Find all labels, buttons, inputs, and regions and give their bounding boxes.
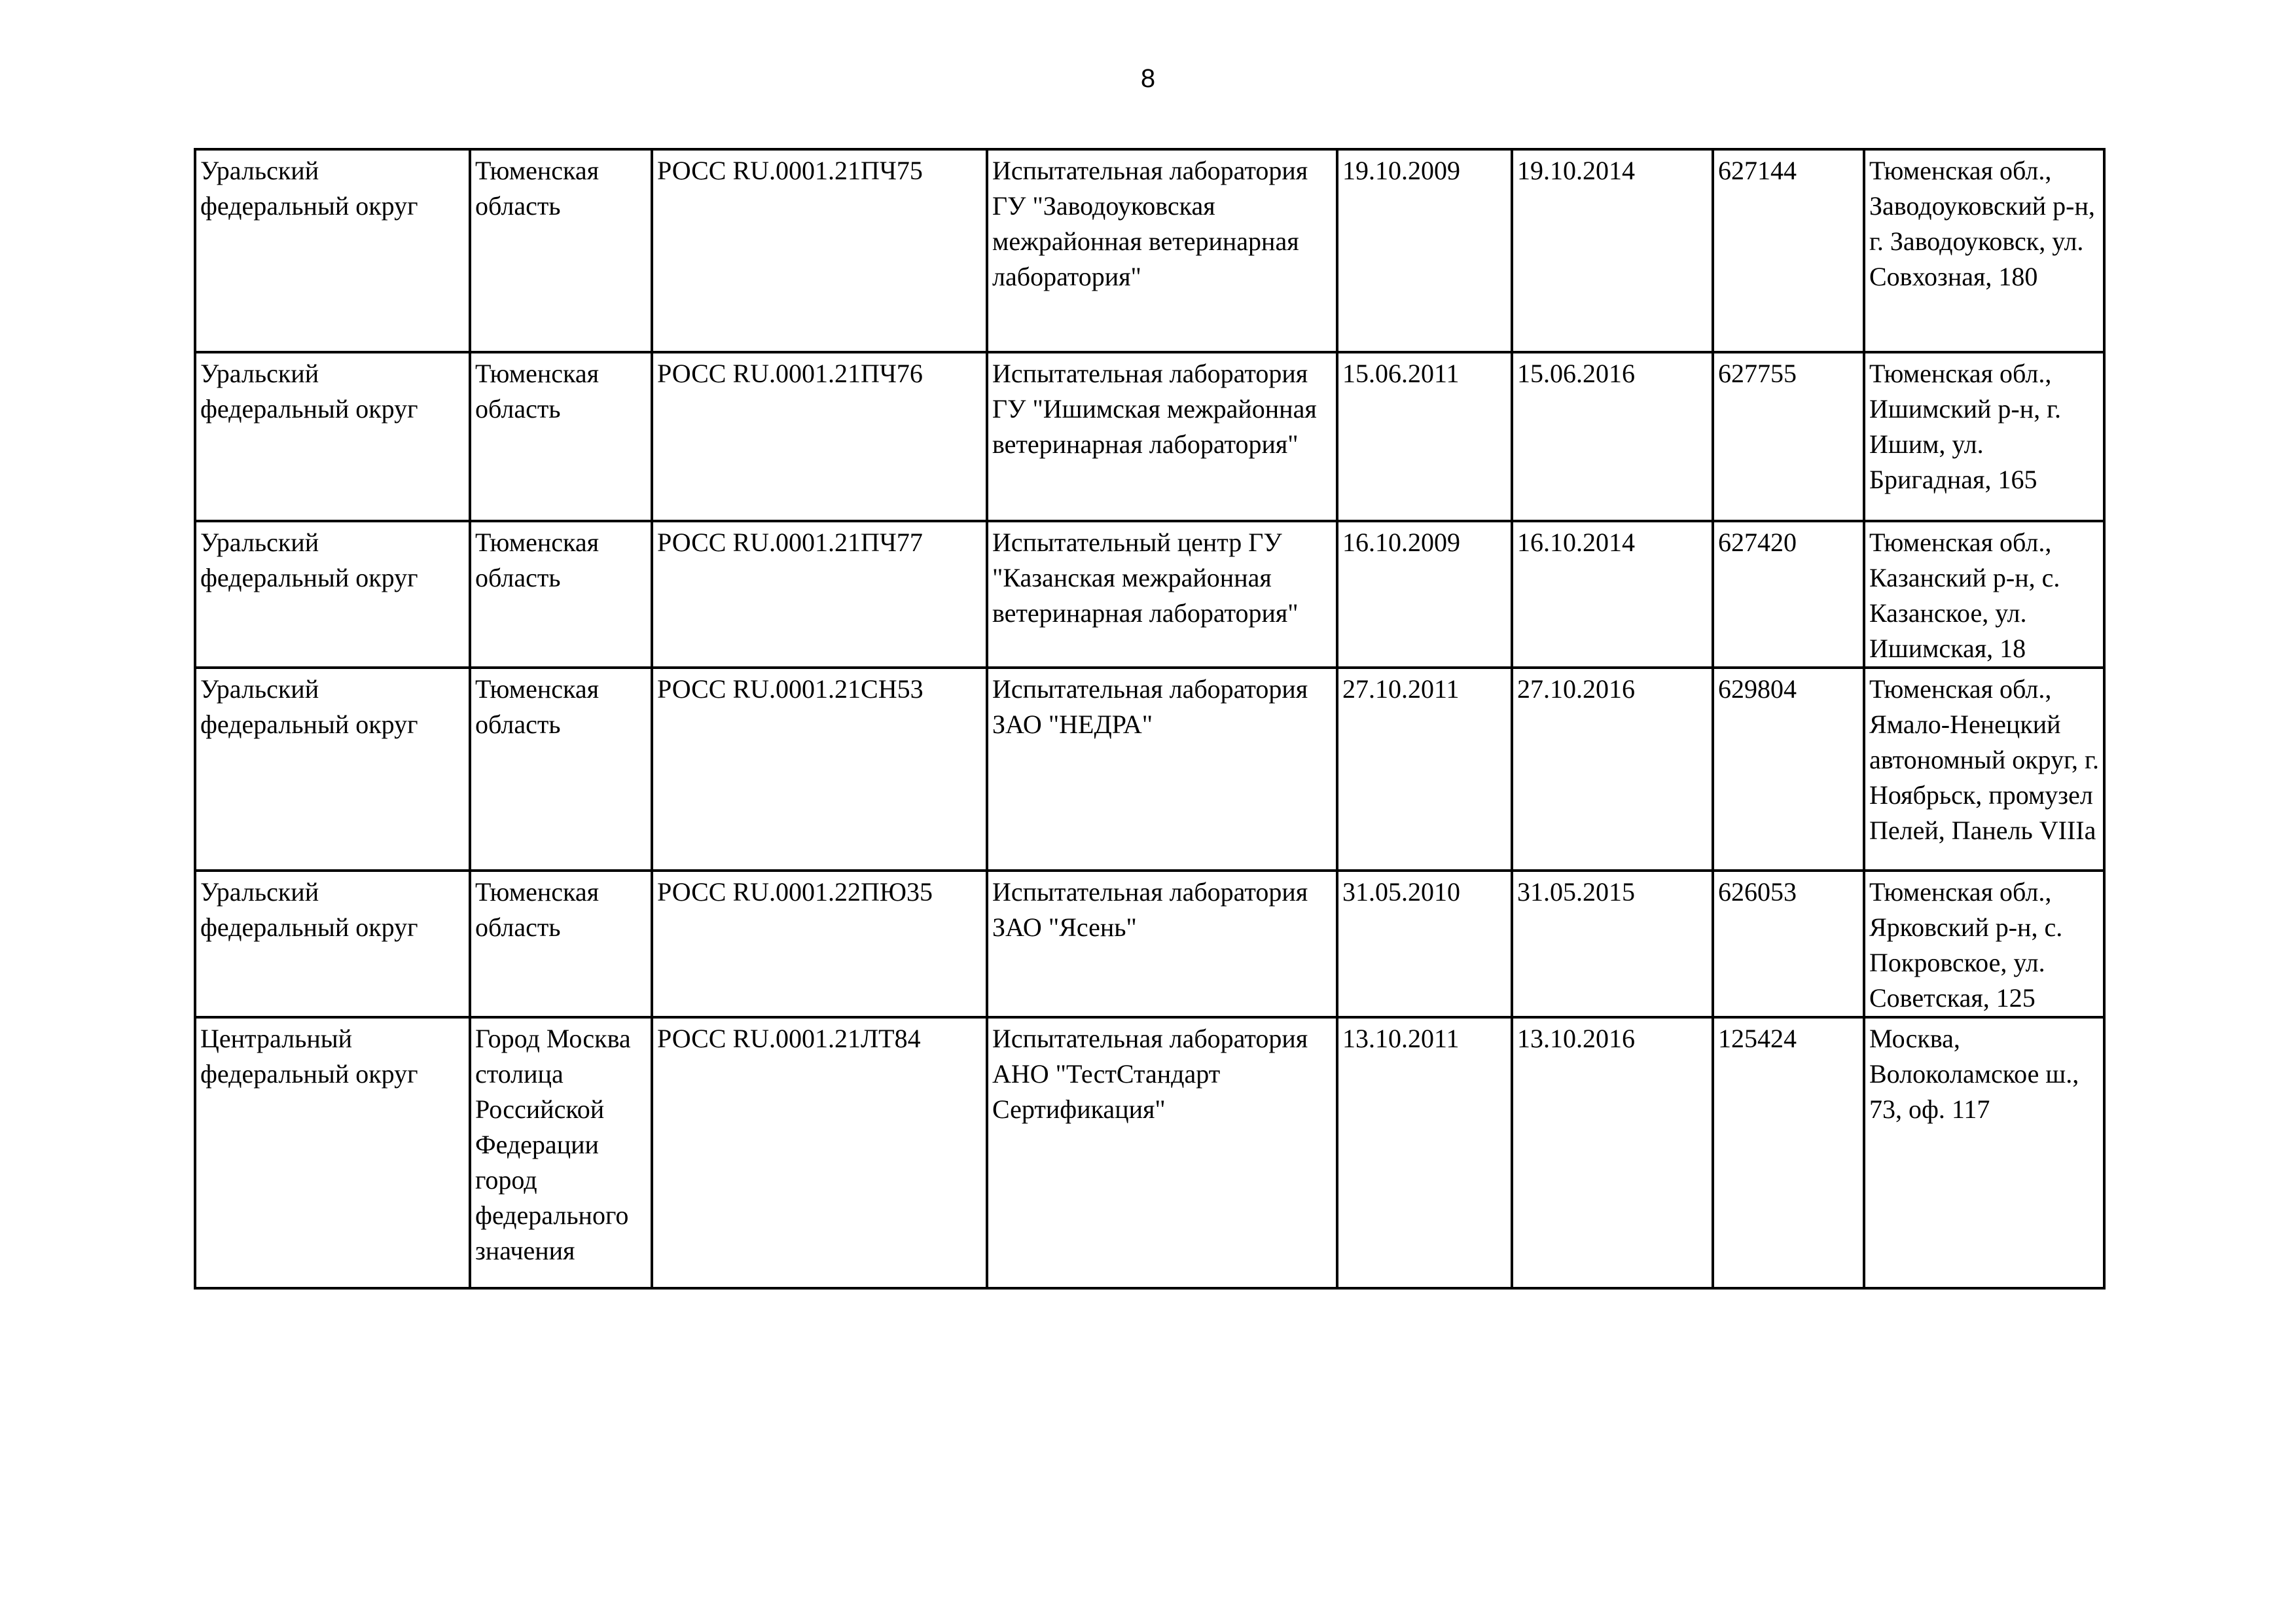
table-row: [195, 668, 2104, 871]
region-cell: Тюменская область: [470, 668, 652, 871]
district-cell: Уральский федеральный округ: [195, 871, 470, 1017]
date-valid-cell: 16.10.2014: [1512, 521, 1713, 668]
postcode-cell: 627144: [1713, 149, 1864, 352]
date-issued-cell: 19.10.2009: [1337, 149, 1512, 352]
date-valid-cell: 15.06.2016: [1512, 352, 1713, 521]
laboratory-name-cell: Испытательная лаборатория ЗАО "Ясень": [987, 871, 1337, 1017]
table-row: [195, 352, 2104, 521]
laboratory-name-cell: Испытательный центр ГУ "Казанская межрайонная ветеринарная лаборатория": [987, 521, 1337, 668]
laboratory-name-cell: Испытательная лаборатория ГУ "Заводоуковская межрайонная ветеринарная лаборатория": [987, 149, 1337, 352]
date-issued-cell: 31.05.2010: [1337, 871, 1512, 1017]
region-cell: Город Москва столица Российской Федерации город федерального значения: [470, 1017, 652, 1288]
address-cell: Москва, Волоколамское ш., 73, оф. 117: [1864, 1017, 2104, 1288]
postcode-cell: 125424: [1713, 1017, 1864, 1288]
district-cell: Уральский федеральный округ: [195, 149, 470, 352]
date-valid-cell: 13.10.2016: [1512, 1017, 1713, 1288]
postcode-cell: 626053: [1713, 871, 1864, 1017]
registration-number-cell: РОСС RU.0001.21ПЧ77: [652, 521, 987, 668]
address-cell: Тюменская обл., Ишимский р-н, г. Ишим, ул. Бригадная, 165: [1864, 352, 2104, 521]
registration-number-cell: РОСС RU.0001.22ПЮ35: [652, 871, 987, 1017]
address-cell: Тюменская обл., Заводоуковский р-н, г. Заводоуковск, ул. Совхозная, 180: [1864, 149, 2104, 352]
laboratory-name-cell: Испытательная лаборатория ЗАО "НЕДРА": [987, 668, 1337, 871]
table-row: [195, 521, 2104, 668]
table-row: [195, 871, 2104, 1017]
registration-number-cell: РОСС RU.0001.21ПЧ75: [652, 149, 987, 352]
district-cell: Уральский федеральный округ: [195, 668, 470, 871]
address-cell: Тюменская обл., Ямало-Ненецкий автономный округ, г. Ноябрьск, промузел Пелей, Панель VIIIа: [1864, 668, 2104, 871]
region-cell: Тюменская область: [470, 149, 652, 352]
registration-number-cell: РОСС RU.0001.21ЛТ84: [652, 1017, 987, 1288]
date-issued-cell: 13.10.2011: [1337, 1017, 1512, 1288]
postcode-cell: 629804: [1713, 668, 1864, 871]
region-cell: Тюменская область: [470, 521, 652, 668]
laboratory-name-cell: Испытательная лаборатория АНО "ТестСтандарт Сертификация": [987, 1017, 1337, 1288]
date-issued-cell: 27.10.2011: [1337, 668, 1512, 871]
district-cell: Центральный федеральный округ: [195, 1017, 470, 1288]
page-number: 8: [1140, 64, 1156, 93]
postcode-cell: 627420: [1713, 521, 1864, 668]
postcode-cell: 627755: [1713, 352, 1864, 521]
laboratory-name-cell: Испытательная лаборатория ГУ "Ишимская межрайонная ветеринарная лаборатория": [987, 352, 1337, 521]
district-cell: Уральский федеральный округ: [195, 352, 470, 521]
date-valid-cell: 19.10.2014: [1512, 149, 1713, 352]
date-valid-cell: 27.10.2016: [1512, 668, 1713, 871]
registration-number-cell: РОСС RU.0001.21СН53: [652, 668, 987, 871]
district-cell: Уральский федеральный округ: [195, 521, 470, 668]
laboratory-registry-table: [194, 148, 2106, 1290]
address-cell: Тюменская обл., Казанский р-н, с. Казанское, ул. Ишимская, 18: [1864, 521, 2104, 668]
date-issued-cell: 16.10.2009: [1337, 521, 1512, 668]
date-issued-cell: 15.06.2011: [1337, 352, 1512, 521]
region-cell: Тюменская область: [470, 352, 652, 521]
region-cell: Тюменская область: [470, 871, 652, 1017]
date-valid-cell: 31.05.2015: [1512, 871, 1713, 1017]
registration-number-cell: РОСС RU.0001.21ПЧ76: [652, 352, 987, 521]
table-row: [195, 1017, 2104, 1288]
table-row: [195, 149, 2104, 352]
address-cell: Тюменская обл., Ярковский р-н, с. Покровское, ул. Советская, 125: [1864, 871, 2104, 1017]
